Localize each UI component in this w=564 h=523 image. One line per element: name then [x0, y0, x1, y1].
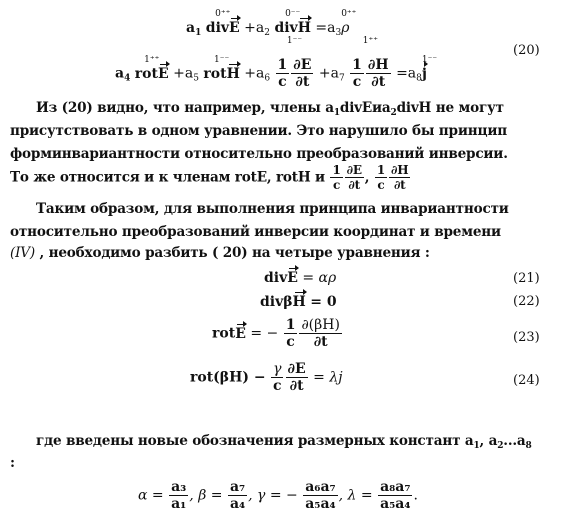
coef: +a: [173, 65, 194, 82]
lambda: , λ =: [338, 487, 373, 504]
period: .: [413, 487, 418, 504]
coef: =a: [396, 65, 417, 82]
term-de-dt: [275, 36, 315, 90]
fraction: [284, 318, 298, 349]
fraction: [389, 164, 410, 191]
paragraph-4: [36, 433, 532, 451]
fraction: [169, 480, 188, 511]
denominator: c: [273, 378, 282, 394]
coef: =a: [315, 20, 336, 36]
numerator: a₇: [229, 479, 246, 495]
numerator: a₃: [171, 479, 187, 495]
numerator: ∂(βH): [301, 317, 340, 333]
denominator: c: [352, 74, 362, 90]
paragraph-1-line-1: [36, 100, 504, 118]
fraction: [271, 362, 284, 393]
text: divH не могут: [396, 100, 504, 116]
equation-number-23: (23): [513, 330, 540, 345]
sub: 2: [390, 108, 397, 118]
beta: , β =: [189, 487, 223, 504]
eq20-line2: [115, 36, 438, 90]
equation-number-20: (20): [513, 43, 540, 58]
text: Из (20) видно, что например, члены a: [36, 100, 334, 116]
paragraph-3-line-2: относительно преобразований инверсии координат и времени: [10, 224, 501, 240]
numerator: 1: [376, 163, 386, 177]
denominator: ∂t: [295, 74, 310, 90]
equation-number-21: (21): [513, 271, 540, 286]
eq21: [264, 270, 336, 286]
parity-sup: 0⁺⁺: [341, 9, 357, 19]
sub: 1: [195, 28, 202, 38]
sub: 1: [473, 441, 480, 451]
sub: 4: [124, 73, 131, 84]
equation-number-24: (24): [513, 373, 540, 388]
vector-h: H: [292, 294, 306, 310]
op: div: [264, 270, 288, 286]
vector-h: H: [297, 20, 311, 36]
denominator: ∂t: [393, 178, 406, 192]
gamma: , γ = −: [248, 487, 298, 504]
vector-e: E: [229, 20, 240, 36]
sub: 8: [416, 73, 422, 84]
paragraph-1-line-3: форминвариантности относительно преобразований инверсии.: [10, 146, 508, 162]
term-dh-dt: [349, 36, 391, 90]
sub: 3: [335, 28, 342, 38]
fraction: [330, 164, 342, 191]
vector-e: E: [235, 325, 246, 342]
equals: = −: [250, 325, 279, 342]
coef: a: [115, 65, 125, 82]
denominator: ∂t: [289, 378, 304, 394]
fraction: [291, 58, 313, 89]
parity-sup: 0⁺⁺: [215, 9, 231, 19]
eq20-line1: [186, 9, 357, 38]
rhs: = λj: [313, 369, 343, 386]
paragraph-3-line-1: Таким образом, для выполнения принципа инвариантности: [36, 201, 509, 217]
numerator: 1: [277, 57, 288, 73]
numerator: 1: [285, 317, 296, 333]
numerator: 1: [352, 57, 362, 73]
eq-constants: [138, 480, 418, 511]
term-j: [421, 54, 438, 82]
denominator: a₄: [229, 496, 246, 512]
vector-e: E: [157, 65, 169, 82]
fraction: [366, 58, 391, 89]
text: divEиa: [339, 100, 391, 116]
denominator: a₅a₄: [380, 496, 411, 512]
vector-j: j: [421, 65, 427, 82]
sub: 6: [264, 73, 271, 84]
denominator: c: [278, 74, 287, 90]
rhs: = αρ: [302, 270, 337, 286]
denominator: a₁: [171, 496, 187, 512]
numerator: ∂H: [391, 163, 409, 177]
numerator: a₆a₇: [305, 479, 336, 495]
text: , необходимо разбить ( 20) на четыре уравнения :: [39, 245, 430, 261]
vector-e: E: [287, 270, 298, 286]
fraction: [228, 480, 247, 511]
numerator: ∂E: [293, 57, 312, 73]
sub: 7: [338, 73, 345, 84]
numerator: ∂H: [367, 57, 389, 73]
term-rot-e: [134, 54, 169, 82]
numerator: γ: [273, 361, 282, 377]
fraction: [276, 58, 290, 89]
parity-sup: 1⁺⁺: [144, 54, 160, 65]
denominator: ∂t: [348, 178, 360, 192]
fraction: [378, 480, 412, 511]
parity-sup: 1⁻⁻: [213, 54, 230, 65]
text: где введены новые обозначения размерных констант a: [36, 433, 474, 449]
denominator: c: [286, 334, 295, 350]
sub: 8: [525, 441, 532, 451]
paragraph-1-line-2: присутствовать в одном уравнении. Это нарушило бы принцип: [10, 123, 507, 139]
paragraph-3-line-3: [10, 245, 430, 261]
numerator: ∂E: [346, 163, 362, 177]
op: div: [205, 20, 230, 36]
lhs: rot(βH) −: [190, 369, 266, 386]
numerator: a₈a₇: [380, 479, 411, 495]
fraction: [375, 164, 387, 191]
term-rot-h: [203, 54, 240, 82]
coef: +a: [244, 20, 265, 36]
numerator: 1: [332, 163, 341, 177]
coef: a: [186, 20, 196, 36]
eq22: [260, 294, 337, 310]
paragraph-2: [10, 164, 411, 191]
op: divβ: [260, 294, 293, 310]
numerator: ∂E: [287, 361, 306, 377]
paragraph-4-colon: :: [10, 455, 15, 471]
coef: +a: [318, 65, 339, 82]
denominator: c: [377, 178, 385, 192]
fraction: [303, 480, 337, 511]
parity-sup: 1⁻⁻: [421, 54, 438, 65]
text: ...a: [503, 433, 526, 449]
denominator: a₅a₄: [305, 496, 336, 512]
rho: ρ: [341, 20, 350, 36]
denominator: ∂t: [313, 334, 328, 350]
op: rot: [203, 65, 227, 82]
vector-h: H: [226, 65, 240, 82]
parity-sup: 1⁻⁻: [286, 36, 303, 46]
eq24: [190, 362, 343, 393]
op: rot: [134, 65, 158, 82]
denominator: ∂t: [371, 74, 386, 90]
alpha: α =: [138, 487, 164, 504]
text: То же относится и к членам rotE, rotH и: [10, 169, 325, 186]
sub: 2: [497, 441, 504, 451]
text: (IV): [10, 245, 35, 261]
fraction: [345, 164, 364, 191]
term-div-e: [205, 9, 240, 36]
sub: 2: [264, 28, 270, 38]
fraction: [286, 362, 308, 393]
parity-sup: 0⁻⁻: [285, 9, 301, 19]
sub: 1: [333, 108, 340, 118]
fraction: [299, 318, 341, 349]
text: , a: [479, 433, 498, 449]
op: div: [274, 20, 298, 36]
eq23: [212, 318, 343, 349]
rhs: = 0: [310, 294, 337, 310]
sub: 5: [193, 73, 199, 84]
coef: +a: [244, 65, 265, 82]
parity-sup: 1⁺⁺: [362, 36, 378, 46]
comma: ,: [364, 169, 370, 186]
equation-number-22: (22): [513, 294, 540, 309]
denominator: c: [332, 178, 341, 192]
term-rho: [341, 9, 357, 36]
op: rot: [212, 325, 236, 342]
fraction: [350, 58, 364, 89]
term-div-h: [274, 9, 311, 36]
